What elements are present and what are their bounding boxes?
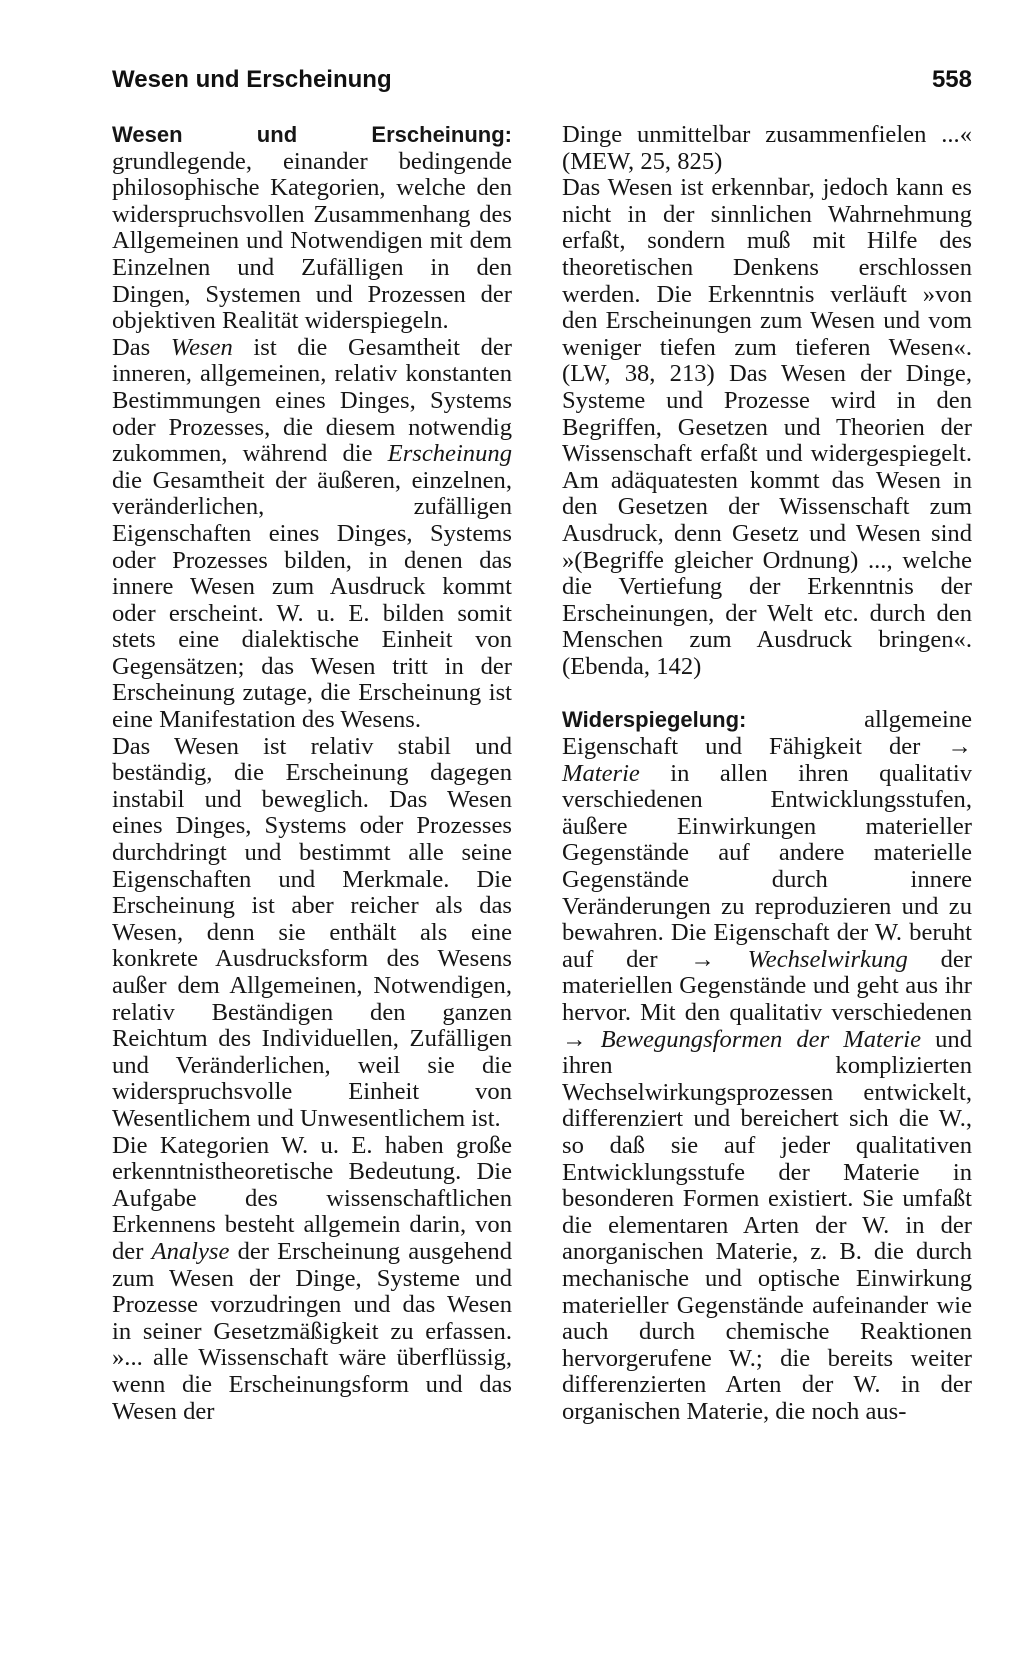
paragraph: Das Wesen ist erkennbar, jedoch kann es nicht in der sinnlichen Wahrnehmung erfaßt, sondern muß mit Hilfe des theoretischen Denkens erschlossen werden. Die Erkenntnis verläuft »von den Erscheinungen zum Wesen und vom weniger tiefen zum tieferen Wesen«. (LW, 38, 213) Das Wesen der Dinge, Systeme und Prozesse wird in den Begriffen, Gesetzen und Theorien der Wissenschaft erfaßt und widergespiegelt. Am adäquatesten kommt das Wesen in den Gesetzen der Wissenschaft zum Ausdruck, denn Gesetz und Wesen sind »(Begriffe gleicher Ordnung) ..., welche die Vertiefung der Erkenntnis der Erscheinungen, der Welt etc. durch den Menschen zum Ausdruck bringen«. (Ebenda, 142) — [562, 174, 972, 680]
paragraph: Dinge unmittelbar zusammenfielen ...« (MEW, 25, 825) — [562, 121, 972, 175]
running-head — [112, 66, 972, 106]
text-run: allgemeine Eigenschaft und Fähigkeit der → — [562, 706, 972, 761]
text-run: ist die Gesamtheit der inneren, allgemeinen, relativ konstanten Bestimmungen eines Dinges, Systems oder Prozesses, die diesem notwendig zukommen, während die — [112, 333, 512, 468]
text-run: Die Kategorien W. u. E. haben große erkenntnistheoretische Bedeutung. Die Aufgabe des wissenschaftlichen Erkennens besteht allgemein darin, von der — [112, 1131, 512, 1265]
italic-term: Wechselwirkung — [747, 945, 908, 973]
entry-term: Wesen und Erscheinung: — [112, 122, 512, 147]
italic-term: Materie — [562, 759, 640, 787]
text-run: der materiellen Gegenstände und geht aus ihr hervor. Mit den qualitativ verschiedenen → — [562, 945, 972, 1053]
entry-definition: grundlegende, einander bedingende philosophische Kategorien, welche den widerspruchsvollen Zusammenhang des Allgemeinen und Notwendigen mit dem Einzelnen und Zufälligen in den Dingen, Systemen und Prozessen der objektiven Realität widerspiegeln. — [112, 147, 512, 335]
italic-term: Analyse — [151, 1237, 230, 1265]
text-run: in allen ihren qualitativ verschiedenen Entwicklungsstufen, äußere Einwirkungen materieller Gegenstände auf andere materielle Gegenstände durch innere Veränderungen zu reproduzieren und zu bewahren. Die Eigenschaft der W. beruht auf der → — [562, 759, 972, 973]
text-run: die Gesamtheit der äußeren, einzelnen, veränderlichen, zufälligen Eigenschaften eines Dinges, Systems oder Prozesses bilden, in denen das innere Wesen zum Ausdruck kommt oder erscheint. W. u. E. bilden somit stets eine dialektische Einheit von Gegensätzen; das Wesen tritt in der Erscheinung zutage, die Erscheinung ist eine Manifestation des Wesens. — [112, 466, 512, 734]
entry-wesen-und-erscheinung — [112, 122, 512, 335]
italic-term: Erscheinung — [387, 440, 512, 468]
entry-term: Widerspiegelung: — [562, 707, 747, 733]
entry-separator — [562, 680, 972, 707]
page-number: 558 — [931, 66, 972, 93]
text-run: Das — [112, 333, 171, 361]
running-head-title: Wesen und Erscheinung — [112, 66, 392, 93]
paragraph — [112, 335, 512, 734]
text-run: und ihren komplizierten Wechselwirkungsprozessen entwickelt, differenziert und bereichert sich die W., so daß sie auf jeder qualitativen Entwicklungsstufe der Materie in besonderen Formen existiert. Sie umfaßt die elementaren Arten der W. in der anorganischen Materie, z. B. die durch mechanische und optische Einwirkung materieller Gegenstände aufeinander wie auch durch chemische Reaktionen hervorgerufene W.; die bereits weiter differenzierten Arten der W. in der organischen Materie, die noch aus- — [562, 1025, 972, 1425]
text-run: der Erscheinung ausgehend zum Wesen der Dinge, Systeme und Prozesse vorzudringen und das Wesen in seiner Gesetzmäßigkeit zu erfassen. »... alle Wissenschaft wäre überflüssig, wenn die Erscheinungsform und das Wesen der — [112, 1237, 512, 1425]
left-column — [112, 122, 512, 1425]
italic-term: Bewegungsformen der Materie — [600, 1025, 922, 1053]
entry-widerspiegelung — [562, 707, 972, 1425]
italic-term: Wesen — [170, 333, 233, 361]
right-column — [562, 122, 972, 1426]
paragraph — [112, 1133, 512, 1426]
paragraph: Das Wesen ist relativ stabil und beständig, die Erscheinung dagegen instabil und beweglich. Das Wesen eines Dinges, Systems oder Prozesses durchdringt und bestimmt alle seine Eigenschaften und Merkmale. Die Erscheinung ist aber reicher als das Wesen, denn sie enthält als eine konkrete Ausdrucksform des Wesens außer dem Allgemeinen, Notwendigen, relativ Beständigen den ganzen Reichtum des Individuellen, Zufälligen und Veränderlichen, weil sie die widerspruchsvolle Einheit von Wesentlichem und Unwesentlichem ist. — [112, 732, 512, 1132]
